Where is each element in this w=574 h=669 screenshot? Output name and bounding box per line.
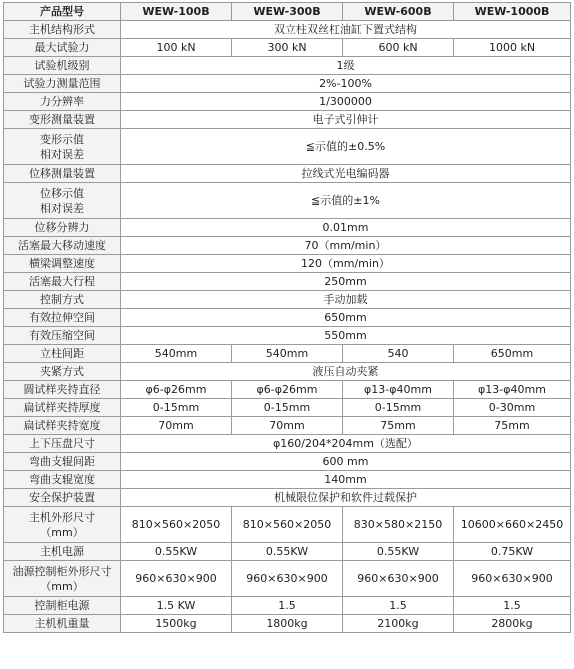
row-label: 扁试样夹持宽度 [4, 417, 121, 435]
spec-value: 1.5 [232, 597, 343, 615]
spec-value: 机械限位保护和软件过载保护 [121, 489, 571, 507]
spec-value: 960×630×900 [454, 561, 571, 597]
table-row [4, 507, 571, 543]
spec-value: 600 kN [343, 39, 454, 57]
row-label: 横梁调整速度 [4, 255, 121, 273]
table-row [4, 561, 571, 597]
spec-value: 0-30mm [454, 399, 571, 417]
spec-value: 0-15mm [121, 399, 232, 417]
row-label: 变形测量装置 [4, 111, 121, 129]
row-label: 控制柜电源 [4, 597, 121, 615]
table-row [4, 255, 571, 273]
spec-value: 550mm [121, 327, 571, 345]
table-row [4, 471, 571, 489]
table-row [4, 399, 571, 417]
row-label: 弯曲支辊宽度 [4, 471, 121, 489]
row-label: 主机机重量 [4, 615, 121, 633]
row-label: 试验机级别 [4, 57, 121, 75]
table-row [4, 417, 571, 435]
row-label: 油源控制柜外形尺寸 （mm） [4, 561, 121, 597]
row-label: 最大试验力 [4, 39, 121, 57]
table-row [4, 309, 571, 327]
spec-value: 手动加载 [121, 291, 571, 309]
spec-value: ≦示值的±1% [121, 183, 571, 219]
row-label: 试验力测量范围 [4, 75, 121, 93]
row-label: 位移分辨力 [4, 219, 121, 237]
table-row [4, 165, 571, 183]
spec-value: 1800kg [232, 615, 343, 633]
row-label: 主机外形尺寸 （mm） [4, 507, 121, 543]
row-label: 主机电源 [4, 543, 121, 561]
row-label: 上下压盘尺寸 [4, 435, 121, 453]
spec-value: 650mm [121, 309, 571, 327]
table-row [4, 381, 571, 399]
spec-value: 液压自动夹紧 [121, 363, 571, 381]
spec-value: 540mm [232, 345, 343, 363]
table-row [4, 543, 571, 561]
spec-value: 0.55KW [121, 543, 232, 561]
spec-table-body [4, 21, 571, 633]
spec-value: 75mm [454, 417, 571, 435]
row-label: 立柱间距 [4, 345, 121, 363]
spec-value: ≦示值的±0.5% [121, 129, 571, 165]
spec-value: 电子式引伸计 [121, 111, 571, 129]
table-row [4, 129, 571, 165]
spec-value: 250mm [121, 273, 571, 291]
spec-value: 2%-100% [121, 75, 571, 93]
spec-value: 960×630×900 [343, 561, 454, 597]
spec-value: 70（mm/min） [121, 237, 571, 255]
spec-table-container [3, 2, 571, 633]
spec-value: 1000 kN [454, 39, 571, 57]
header-cell: WEW-1000B [454, 3, 571, 21]
spec-value: φ13-φ40mm [454, 381, 571, 399]
spec-value: 1级 [121, 57, 571, 75]
spec-value: 0.01mm [121, 219, 571, 237]
spec-value: 拉线式光电编码器 [121, 165, 571, 183]
spec-value: 1.5 [454, 597, 571, 615]
table-row [4, 345, 571, 363]
table-row [4, 111, 571, 129]
row-label: 活塞最大行程 [4, 273, 121, 291]
spec-value: φ6-φ26mm [232, 381, 343, 399]
header-cell: WEW-100B [121, 3, 232, 21]
spec-value: 2100kg [343, 615, 454, 633]
spec-value: 540mm [121, 345, 232, 363]
table-row [4, 75, 571, 93]
table-row [4, 57, 571, 75]
row-label: 活塞最大移动速度 [4, 237, 121, 255]
spec-value: φ6-φ26mm [121, 381, 232, 399]
spec-value: 0.75KW [454, 543, 571, 561]
spec-value: 810×560×2050 [232, 507, 343, 543]
table-row [4, 39, 571, 57]
table-row [4, 453, 571, 471]
spec-value: 70mm [121, 417, 232, 435]
table-row [4, 273, 571, 291]
table-row [4, 615, 571, 633]
spec-value: φ13-φ40mm [343, 381, 454, 399]
table-row [4, 93, 571, 111]
row-label: 位移测量装置 [4, 165, 121, 183]
row-label: 变形示值 相对误差 [4, 129, 121, 165]
spec-value: 1500kg [121, 615, 232, 633]
spec-value: 0.55KW [343, 543, 454, 561]
spec-value: 810×560×2050 [121, 507, 232, 543]
table-row [4, 489, 571, 507]
row-label: 夹紧方式 [4, 363, 121, 381]
row-label: 控制方式 [4, 291, 121, 309]
table-row [4, 597, 571, 615]
spec-value: 100 kN [121, 39, 232, 57]
spec-value: 0.55KW [232, 543, 343, 561]
spec-value: 0-15mm [232, 399, 343, 417]
row-label: 有效压缩空间 [4, 327, 121, 345]
spec-table [3, 2, 571, 633]
spec-value: 540 [343, 345, 454, 363]
table-row [4, 327, 571, 345]
header-cell: 产品型号 [4, 3, 121, 21]
header-cell: WEW-300B [232, 3, 343, 21]
row-label: 力分辨率 [4, 93, 121, 111]
spec-value: 650mm [454, 345, 571, 363]
row-label: 主机结构形式 [4, 21, 121, 39]
row-label: 安全保护装置 [4, 489, 121, 507]
table-row [4, 21, 571, 39]
spec-value: 1.5 [343, 597, 454, 615]
table-row [4, 435, 571, 453]
spec-value: 960×630×900 [121, 561, 232, 597]
table-row [4, 237, 571, 255]
header-cell: WEW-600B [343, 3, 454, 21]
spec-value: 70mm [232, 417, 343, 435]
spec-value: 75mm [343, 417, 454, 435]
spec-value: 0-15mm [343, 399, 454, 417]
row-label: 圆试样夹持直径 [4, 381, 121, 399]
spec-value: 830×580×2150 [343, 507, 454, 543]
table-row [4, 219, 571, 237]
row-label: 有效拉伸空间 [4, 309, 121, 327]
spec-value: 双立柱双丝杠油缸下置式结构 [121, 21, 571, 39]
table-row [4, 291, 571, 309]
row-label: 位移示值 相对误差 [4, 183, 121, 219]
row-label: 扁试样夹持厚度 [4, 399, 121, 417]
table-row [4, 363, 571, 381]
spec-value: 2800kg [454, 615, 571, 633]
spec-value: 10600×660×2450 [454, 507, 571, 543]
spec-value: 120（mm/min） [121, 255, 571, 273]
spec-value: 600 mm [121, 453, 571, 471]
spec-value: 300 kN [232, 39, 343, 57]
table-row [4, 183, 571, 219]
header-row [4, 3, 571, 21]
row-label: 弯曲支辊间距 [4, 453, 121, 471]
spec-value: φ160/204*204mm（选配） [121, 435, 571, 453]
spec-value: 140mm [121, 471, 571, 489]
spec-value: 1/300000 [121, 93, 571, 111]
spec-value: 960×630×900 [232, 561, 343, 597]
spec-value: 1.5 KW [121, 597, 232, 615]
